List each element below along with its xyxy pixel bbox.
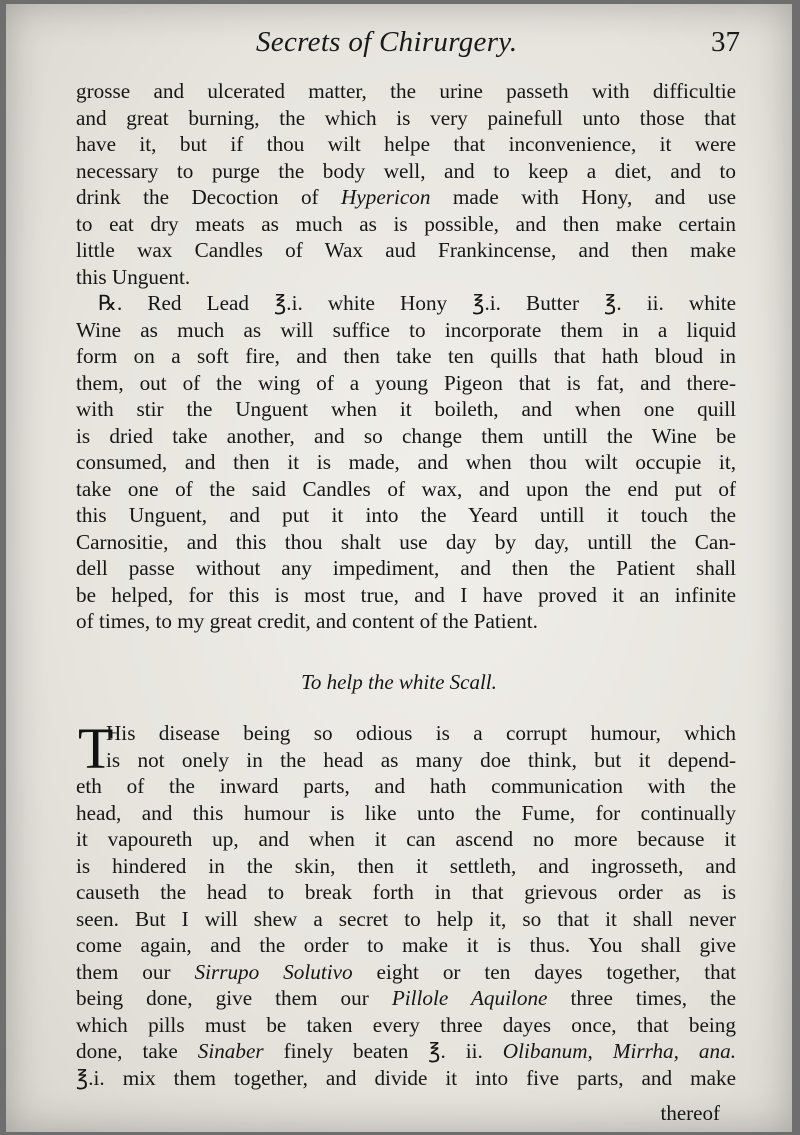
- text-line: ℞. Red Lead ℥.i. white Hony ℥.i. Butter ℥. ii. white: [98, 291, 736, 315]
- text-line: is not onely in the head as many doe think, but it depend-: [106, 747, 736, 772]
- text-line: seen. But I will shew a secret to help it, so that it shall never: [76, 906, 736, 931]
- text-line: done, take Sinaber finely beaten ℥. ii. Olibanum, Mirrha, ana.: [76, 1039, 736, 1063]
- text-line: Carnositie, and this thou shalt use day by day, untill the Can-: [76, 529, 736, 554]
- text-line: eth of the inward parts, and hath communication with the: [76, 774, 736, 798]
- text-line: take one of the said Candles of wax, and upon the end put of: [76, 476, 736, 501]
- text-line: His disease being so odious is a corrupt humour, which: [106, 721, 736, 745]
- text-line: with stir the Unguent when it boileth, and when one quill: [76, 397, 736, 421]
- page-header: [6, 26, 792, 66]
- text-line: and great burning, the which is very painefull unto those that: [76, 105, 736, 130]
- book-page: [6, 4, 792, 1132]
- text-line: little wax Candles of Wax aud Frankincense, and then make: [76, 238, 736, 262]
- text-line: is dried take another, and so change them untill the Wine be: [76, 423, 736, 448]
- text-line: have it, but if thou wilt helpe that inconvenience, it were: [76, 132, 736, 156]
- page-number: 37: [711, 26, 740, 58]
- text-line: to eat dry meats as much as is possible, and then make certain: [76, 211, 736, 236]
- text-line: them, out of the wing of a young Pigeon that is fat, and there-: [76, 370, 736, 395]
- section-heading: To help the white Scall.: [301, 670, 497, 694]
- text-line: form on a soft fire, and then take ten quills that hath bloud in: [76, 344, 736, 368]
- text-line: Wine as much as will suffice to incorporate them in a liquid: [76, 317, 736, 342]
- text-line: consumed, and then it is made, and when thou wilt occupie it,: [76, 450, 736, 474]
- drop-cap: T: [78, 716, 114, 781]
- text-line: be helped, for this is most true, and I have proved it an infinite: [76, 582, 736, 607]
- text-line: is hindered in the skin, then it settleth, and ingrosseth, and: [76, 853, 736, 878]
- text-line: ℥.i. mix them together, and divide it into five parts, and make: [76, 1065, 736, 1090]
- text-line: of times, to my great credit, and content of the Patient.: [76, 609, 538, 633]
- body-text-bottom: [76, 716, 736, 1091]
- catchword: thereof: [660, 1101, 720, 1125]
- text-line: drink the Decoction of Hypericon made with Hony, and use: [76, 185, 736, 209]
- text-line: causeth the head to break forth in that grievous order as is: [76, 880, 736, 904]
- text-line: them our Sirrupo Solutivo eight or ten dayes together, that: [76, 959, 736, 984]
- text-line: head, and this humour is like unto the Fume, for continually: [76, 800, 736, 825]
- text-line: being done, give them our Pillole Aquilone three times, the: [76, 986, 736, 1010]
- text-line: dell passe without any impediment, and then the Patient shall: [76, 556, 736, 580]
- body-text-top: [76, 78, 736, 635]
- text-line: grosse and ulcerated matter, the urine passeth with difficultie: [76, 79, 736, 103]
- text-line: this Unguent.: [76, 264, 191, 289]
- text-line: which pills must be taken every three dayes once, that being: [76, 1012, 736, 1037]
- text-line: necessary to purge the body well, and to keep a diet, and to: [76, 158, 736, 183]
- text-line: this Unguent, and put it into the Yeard untill it touch the: [76, 503, 736, 527]
- running-head: Secrets of Chirurgery.: [256, 26, 518, 58]
- text-line: it vapoureth up, and when it can ascend no more because it: [76, 827, 736, 851]
- text-line: come again, and the order to make it is thus. You shall give: [76, 933, 736, 957]
